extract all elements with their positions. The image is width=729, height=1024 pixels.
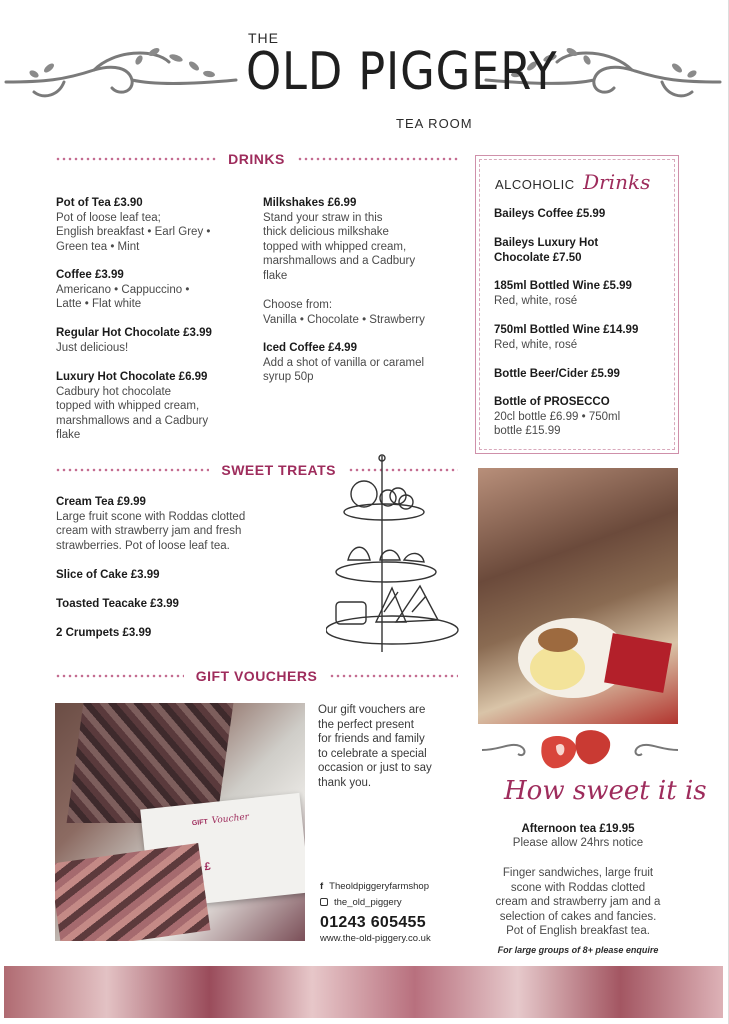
item-desc: Large fruit scone with Roddas clotted cream with strawberry jam and fresh strawberries. Pot of loose leaf tea.	[56, 510, 246, 552]
item-name: Cream Tea £9.99	[56, 496, 146, 508]
item-name: Baileys Coffee £5.99	[494, 208, 606, 220]
gift-voucher-description: Our gift vouchers are the perfect present for friends and family to celebrate a special occasion or just to say thank you.	[318, 704, 432, 789]
clotted-cream	[530, 646, 585, 690]
menu-item	[56, 268, 256, 312]
menu-item	[263, 196, 463, 327]
item-desc: Cadbury hot chocolate topped with whipped cream, marshmallows and a Cadbury flake	[56, 385, 209, 442]
item-desc: Just delicious!	[56, 341, 129, 354]
facebook-icon: f	[320, 881, 324, 892]
menu-item	[263, 341, 463, 385]
item-name: Luxury Hot Chocolate £6.99	[56, 371, 208, 383]
instagram-handle: the_old_piggery	[334, 897, 402, 908]
left-flourish-ornament	[4, 40, 239, 110]
item-name: Pot of Tea £3.90	[56, 197, 143, 209]
phone-number[interactable]: 01243 605455	[320, 914, 426, 931]
menu-item	[56, 626, 256, 641]
cake-stand-illustration	[326, 452, 462, 662]
item-name: 185ml Bottled Wine £5.99	[494, 280, 632, 292]
item-name: 750ml Bottled Wine £14.99	[494, 324, 639, 336]
header-subtitle: TEA ROOM	[396, 116, 473, 131]
alcoholic-heading-script: Drinks	[583, 170, 651, 194]
sweet-treats-title: SWEET TREATS	[221, 462, 336, 478]
menu-item	[494, 395, 674, 439]
menu-item	[56, 597, 256, 612]
dotted-divider	[55, 467, 209, 473]
website-link[interactable]: www.the-old-piggery.co.uk	[320, 933, 431, 944]
how-sweet-it-is-title: How sweet it is	[504, 776, 707, 806]
item-name: Regular Hot Chocolate £3.99	[56, 327, 212, 339]
item-name: Bottle Beer/Cider £5.99	[494, 368, 620, 380]
dotted-divider	[55, 673, 184, 679]
item-name: Iced Coffee £4.99	[263, 342, 357, 354]
voucher-card-word-gift: GIFT	[191, 818, 209, 828]
drinks-section-heading	[55, 151, 458, 167]
menu-item	[56, 326, 256, 355]
gift-voucher-photo	[55, 703, 305, 941]
floral-footer-band	[4, 966, 723, 1018]
item-name: 2 Crumpets £3.99	[56, 627, 152, 639]
voucher-card-currency: £	[203, 860, 212, 874]
voucher-sleeve	[55, 843, 210, 941]
item-desc: 20cl bottle £6.99 • 750ml bottle £15.99	[494, 410, 621, 438]
item-name: Slice of Cake £3.99	[56, 569, 160, 581]
afternoon-tea-photo	[478, 468, 678, 724]
napkin	[604, 633, 672, 693]
page-title: OLD PIGGERY	[246, 42, 558, 102]
menu-item	[494, 323, 674, 352]
dotted-divider	[329, 673, 458, 679]
header-the: THE	[248, 30, 279, 46]
gift-vouchers-title: GIFT VOUCHERS	[195, 668, 318, 684]
item-desc: Stand your straw in this thick delicious milkshake topped with whipped cream, marshmallows and a Cadbury flake Choose from: Vanilla • Chocolate • Strawberry	[263, 211, 425, 326]
afternoon-tea-desc-text: Finger sandwiches, large fruit scone with Roddas clotted cream and strawberry jam and a selection of cakes and fancies. Pot of English breakfast tea.	[495, 867, 661, 937]
menu-item	[494, 367, 674, 382]
afternoon-tea-notice: Please allow 24hrs notice	[512, 837, 644, 849]
gift-voucher-text	[318, 703, 458, 791]
item-name: Milkshakes £6.99	[263, 197, 357, 209]
voucher-card-word-voucher: Voucher	[211, 812, 250, 827]
menu-item	[494, 207, 674, 222]
instagram-contact[interactable]	[320, 897, 402, 908]
drinks-title: DRINKS	[228, 151, 285, 167]
item-name: Toasted Teacake £3.99	[56, 598, 179, 610]
menu-item	[56, 370, 256, 443]
gift-vouchers-section-heading	[55, 668, 458, 684]
large-groups-note: For large groups of 8+ please enquire	[497, 945, 659, 955]
item-name: Bottle of PROSECCO	[494, 396, 610, 408]
dotted-divider	[297, 156, 458, 162]
menu-item	[56, 568, 256, 583]
facebook-contact[interactable]	[320, 881, 429, 892]
item-desc: Red, white, rosé	[494, 338, 578, 351]
menu-item	[56, 495, 316, 553]
item-desc: Americano • Cappuccino • Latte • Flat white	[56, 283, 190, 311]
alcoholic-heading-plain: ALCOHOLIC	[495, 177, 575, 192]
afternoon-tea-info	[478, 822, 678, 850]
menu-item	[494, 236, 674, 265]
menu-item	[494, 279, 674, 308]
item-desc: Pot of loose leaf tea; English breakfast • Earl Grey • Green tea • Mint	[56, 211, 211, 253]
menu-item	[56, 196, 256, 254]
item-desc: Red, white, rosé	[494, 294, 578, 307]
dotted-divider	[55, 156, 216, 162]
scone	[538, 628, 578, 652]
alcoholic-heading	[495, 170, 650, 194]
item-desc: Add a shot of vanilla or caramel syrup 50p	[263, 356, 425, 384]
item-name: Baileys Luxury Hot Chocolate £7.50	[494, 237, 599, 264]
strawberry-ornament	[480, 724, 680, 772]
facebook-handle: Theoldpiggeryfarmshop	[329, 881, 429, 892]
afternoon-tea-price: Afternoon tea £19.95	[521, 823, 635, 835]
instagram-icon	[320, 898, 328, 906]
afternoon-tea-description	[474, 866, 682, 939]
item-name: Coffee £3.99	[56, 269, 124, 281]
